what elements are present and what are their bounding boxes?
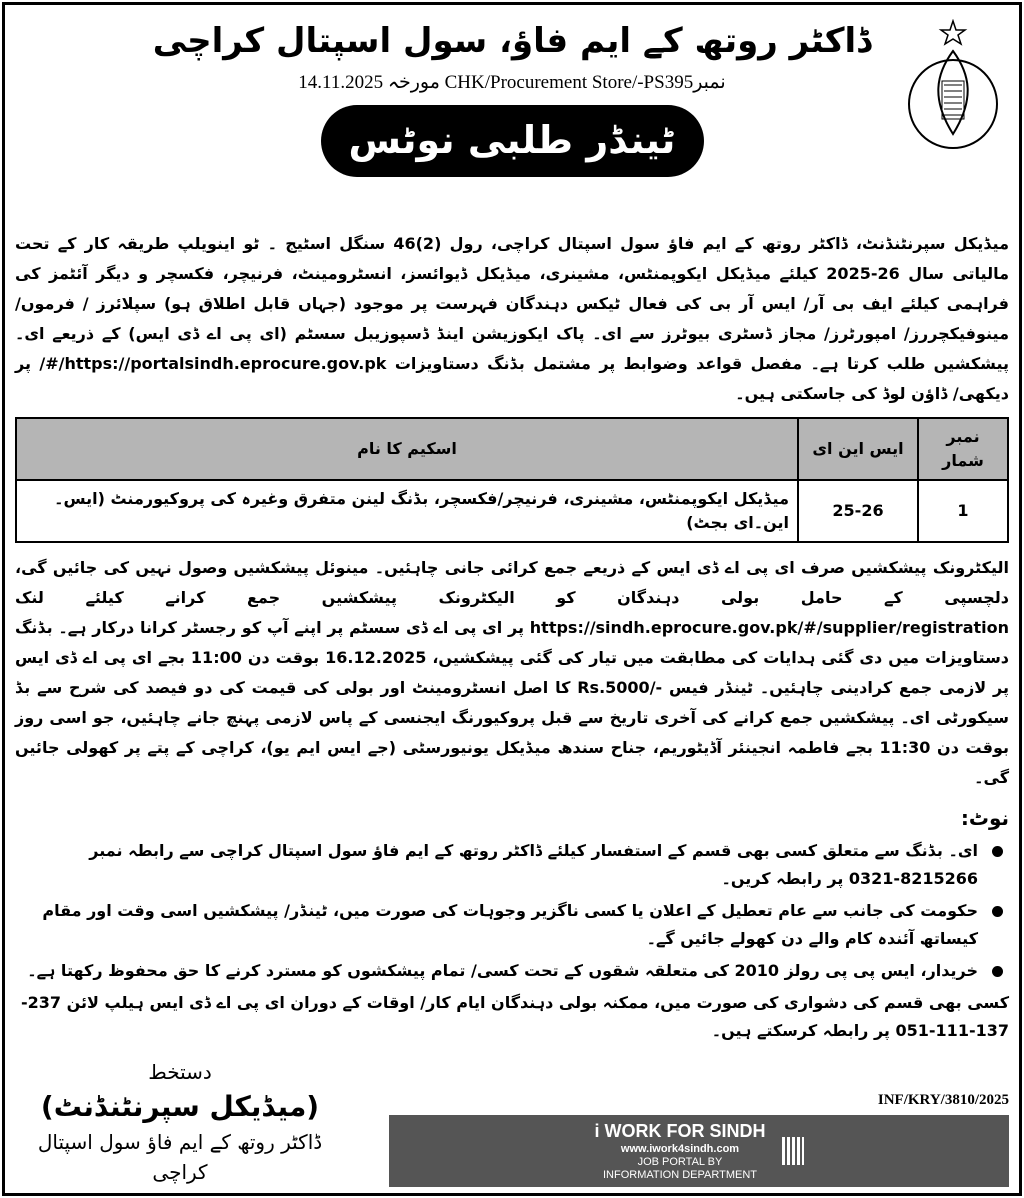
intro-paragraph: میڈیکل سپرنٹنڈنٹ، ڈاکٹر روتھ کے ایم فاؤ سول اسپتال کراچی، رول (2)46 سنگل اسٹیج ۔ ٹو اینویلپ طریقہ کار کے تحت مالیاتی سال 26-2025 کیلئے میڈیکل ایکوپمنٹس، مشینری، میڈیکل ڈیوائسز، انسٹرومینٹ، فرنیچر، فکسچر و دیگر آئٹمز کی فراہمی کیلئے ایف بی آر/ ایس آر بی کی فعال ٹیکس دہندگان فہرست پر موجود (جہاں قابل اطلاق ہو) سپلائرز / فرموں/ مینوفیکچررز/ امپورٹرز/ مجاز ڈسٹری بیوٹرز سے ای۔ پاک ایکوزیشن اینڈ ڈسپوزیبل سسٹم (ای پی اے ڈی ایس) کے ذریعے ای۔ پیشکشیں طلب کرتا ہے۔ مفصل قواعد وضوابط پر مشتمل بڈنگ دستاویزات https://portalsindh.eprocure.gov.pk/#/ پر دیکھی/ ڈاؤن لوڈ کی جاسکتی ہیں۔ [15,234,1009,403]
list-item: خریدار، ایس پی پی رولز 2010 کی متعلقہ شقوں کے تحت کسی/ تمام پیشکشوں کو مسترد کرنے کا حق محفوظ رکھتا ہے۔ [15,957,1009,985]
inf-reference: INF/KRY/3810/2025 [877,1092,1009,1108]
helpline-text: کسی بھی قسم کی دشواری کی صورت میں، ممکنہ بولی دہندگان ایام کار/ اوقات کے دوران ای پی اے ڈی ایس ہیلپ لائن 237-137-111-051 پر رابطہ کرسکتے ہیں۔ [21,993,1009,1040]
cell-sne: 25-26 [798,480,918,542]
note-list [15,837,1009,985]
footer-right [389,1092,1009,1187]
bullet-icon [992,846,1003,857]
sindh-government-logo [906,19,1001,154]
signature-block [15,1057,345,1187]
i-logo-icon: i [594,1121,605,1141]
bullet-icon [992,966,1003,977]
signatory-organization: ڈاکٹر روتھ کے ایم فاؤ سول اسپتال کراچی [37,1130,323,1184]
header-serial: نمبر شمار [918,418,1008,480]
banner-text [594,1120,765,1182]
scheme-table [15,417,1009,543]
note-heading: نوٹ: [960,806,1009,830]
brand-name: i WORK FOR SINDH [594,1121,766,1141]
list-item: حکومت کی جانب سے عام تعطیل کے اعلان یا کسی ناگزیر وجوہات کی صورت میں، ٹینڈر/ پیشکشیں اسی وقت اور مقام کیساتھ آئندہ کام والے دن کھولے جائیں گے۔ [15,897,1009,953]
portal-line1: JOB PORTAL BY [637,1156,723,1168]
body-paragraph: الیکٹرونک پیشکشیں صرف ای پی اے ڈی ایس کے ذریعے جمع کرائی جانی چاہئیں۔ مینوئل پیشکشیں وصول نہیں کی جائیں گی، دلچسپی کے حامل بولی دہندگان کو الیکٹرونک پیشکشیں جمع کرانے کیلئے لنک https://sindh.eprocure.gov.pk/#/supplier/registration پر ای پی اے ڈی سسٹم پر اپنے آپ کو رجسٹر کرانا درکار ہے۔ بڈنگ دستاویزات میں دی گئی ہدایات کی مطابقت میں تیار کی گئی پیشکشیں، 16.12.2025 بوقت دن 11:00 بجے ای پی اے ڈی ایس پر لازمی جمع کرادینی چاہئیں۔ ٹینڈر فیس -/Rs.5000 کا اصل انسٹرومینٹ اور بولی کی قیمت کی دو فیصد کی شرح سے بڈ سیکورٹی ای۔ پیشکشیں جمع کرانے کی آخری تاریخ سے قبل پروکیورنگ ایجنسی کے پاس لازمی پہنچ جانے چاہئیں، جو اسی روز بوقت دن 11:30 بجے فاطمہ انجینئر آڈیٹوریم، جناح سندھ میڈیکل یونیورسٹی (جے ایس ایم یو)، کراچی کے پتے پر کھولی جائیں گی۔ [15,558,1010,787]
portal-url: www.iwork4sindh.com [620,1143,740,1155]
header-sne: ایس این ای [798,418,918,480]
notice-border [2,2,1022,1196]
signature: دستخط [148,1060,212,1084]
cell-scheme-name: میڈیکل ایکوپمنٹس، مشینری، فرنیچر/فکسچر، بڈنگ لینن متفرق وغیرہ کی پروکیورمنٹ (ایس۔این۔ای بجٹ) [16,480,798,542]
portal-line2: INFORMATION DEPARTMENT [602,1169,757,1181]
table-header-row [16,418,1008,480]
header-scheme-name: اسکیم کا نام [16,418,798,480]
qr-code-icon [782,1137,804,1165]
notice-footer [15,1057,1009,1187]
reference-number: نمبرCHK/Procurement Store/-PS395 مورخہ 14.11.2025 [298,72,726,93]
notice-header [15,19,1009,219]
bullet-icon [992,906,1003,917]
signatory-title: (میڈیکل سپرنٹنڈنٹ) [40,1090,320,1123]
list-item: ای۔ بڈنگ سے متعلق کسی بھی قسم کے استفسار کیلئے ڈاکٹر روتھ کے ایم فاؤ سول اسپتال کراچی سے رابطہ نمبر 8215266-0321 پر رابطہ کریں۔ [15,837,1009,893]
iwork-banner [389,1115,1009,1187]
hospital-title: ڈاکٹر روتھ کے ایم فاؤ، سول اسپتال کراچی [152,21,872,61]
cell-serial: 1 [918,480,1008,542]
table-row [16,480,1008,542]
tender-notice-heading: ٹینڈر طلبی نوٹس [321,105,704,177]
